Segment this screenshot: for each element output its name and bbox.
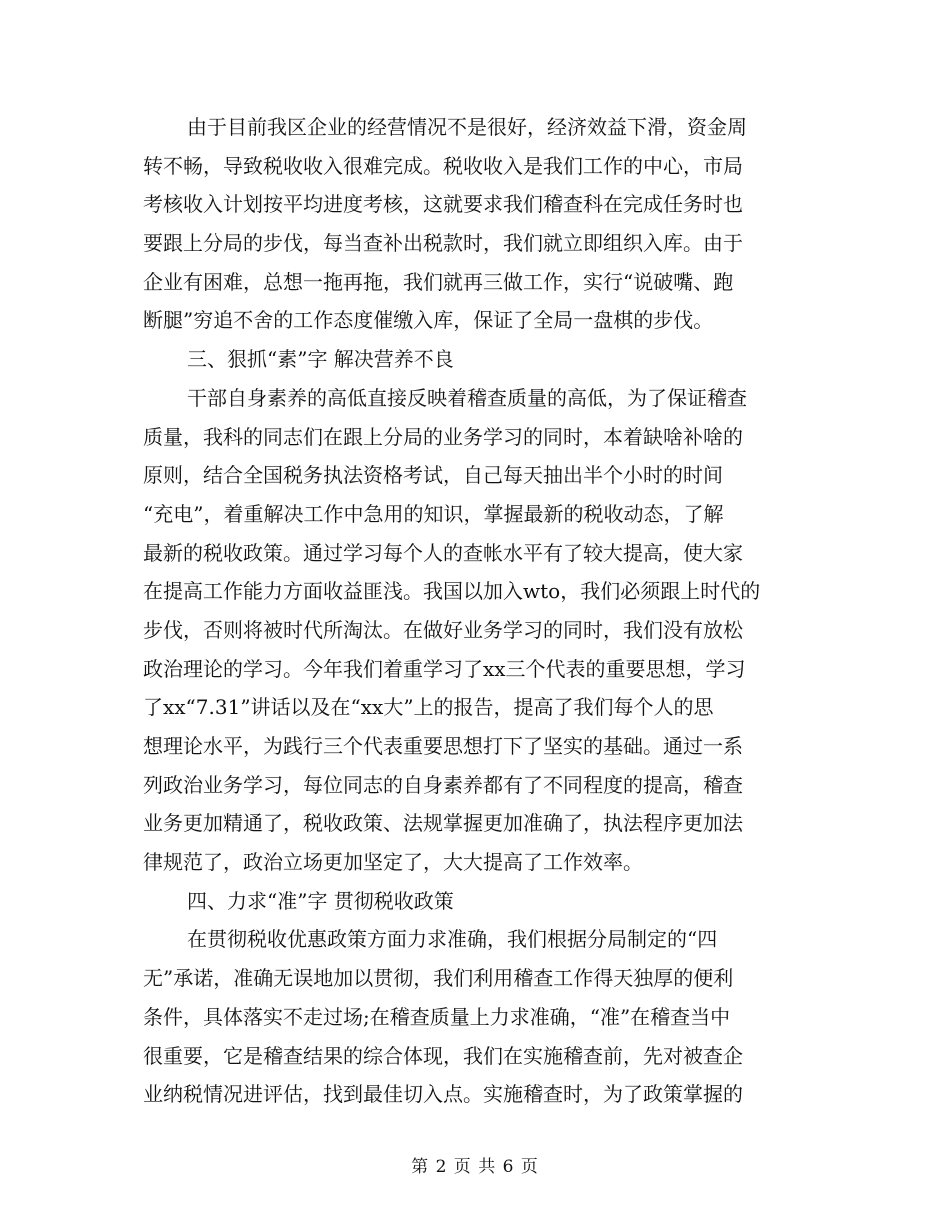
text-line: 原则，结合全国税务执法资格考试，自己每天抽出半个小时的时间	[143, 463, 723, 488]
page-footer	[0, 1155, 950, 1179]
text-line: 企业有困难，总想一拖再拖，我们就再三做工作，实行“说破嘴、跑	[143, 269, 734, 294]
text-line: 很重要，它是稽查结果的综合体现，我们在实施稽查前，先对被查企	[143, 1043, 743, 1068]
text-line: 了xx“7.31”讲话以及在“xx大”上的报告，提高了我们每个人的思	[143, 695, 714, 720]
text-line: 断腿”穷追不舍的工作态度催缴入库，保证了全局一盘棋的步伐。	[143, 308, 714, 333]
text-line: 业纳税情况进评估，找到最佳切入点。实施稽查时，为了政策掌握的	[143, 1082, 743, 1107]
text-line: 业务更加精通了，税收政策、法规掌握更加准确了，执法程序更加法	[143, 811, 743, 836]
text-line: 律规范了，政治立场更加坚定了，大大提高了工作效率。	[143, 850, 643, 875]
text-line: 想理论水平，为践行三个代表重要思想打下了坚实的基础。通过一系	[143, 734, 743, 758]
text-line: 列政治业务学习，每位同志的自身素养都有了不同程度的提高，稽查	[143, 772, 743, 797]
text-line: 干部自身素养的高低直接反映着稽查质量的高低，为了保证稽查	[187, 385, 747, 410]
text-line: 无”承诺，准确无误地加以贯彻，我们利用稽查工作得天独厚的便利	[143, 966, 734, 991]
text-line: 政治理论的学习。今年我们着重学习了xx三个代表的重要思想，学习	[143, 656, 746, 681]
text-line: 质量，我科的同志们在跟上分局的业务学习的同时，本着缺啥补啥的	[143, 424, 743, 449]
text-line: “充电”，着重解决工作中急用的知识，掌握最新的税收动态，了解	[143, 501, 724, 526]
document-body	[143, 108, 811, 1114]
section-heading: 四、力求“准”字 贯彻税收政策	[187, 888, 454, 913]
text-line: 要跟上分局的步伐，每当查补出税款时，我们就立即组织入库。由于	[143, 231, 743, 256]
text-line: 在贯彻税收优惠政策方面力求准确，我们根据分局制定的“四	[187, 927, 718, 952]
text-line: 条件，具体落实不走过场;在稽查质量上力求准确，“准”在稽查当中	[143, 1004, 731, 1029]
text-line: 转不畅，导致税收收入很难完成。税收收入是我们工作的中心，市局	[143, 153, 743, 178]
page-number-label: 第 2 页 共 6 页	[411, 1157, 539, 1177]
text-line: 最新的税收政策。通过学习每个人的查帐水平有了较大提高，使大家	[143, 540, 743, 565]
section-heading: 三、狠抓“素”字 解决营养不良	[187, 347, 454, 372]
text-line: 在提高工作能力方面收益匪浅。我国以加入wto，我们必须跟上时代的	[143, 579, 761, 604]
text-line: 考核收入计划按平均进度考核，这就要求我们稽查科在完成任务时也	[143, 192, 743, 217]
text-line: 步伐，否则将被时代所淘汰。在做好业务学习的同时，我们没有放松	[143, 617, 743, 642]
text-line: 由于目前我区企业的经营情况不是很好，经济效益下滑，资金周	[187, 115, 747, 139]
